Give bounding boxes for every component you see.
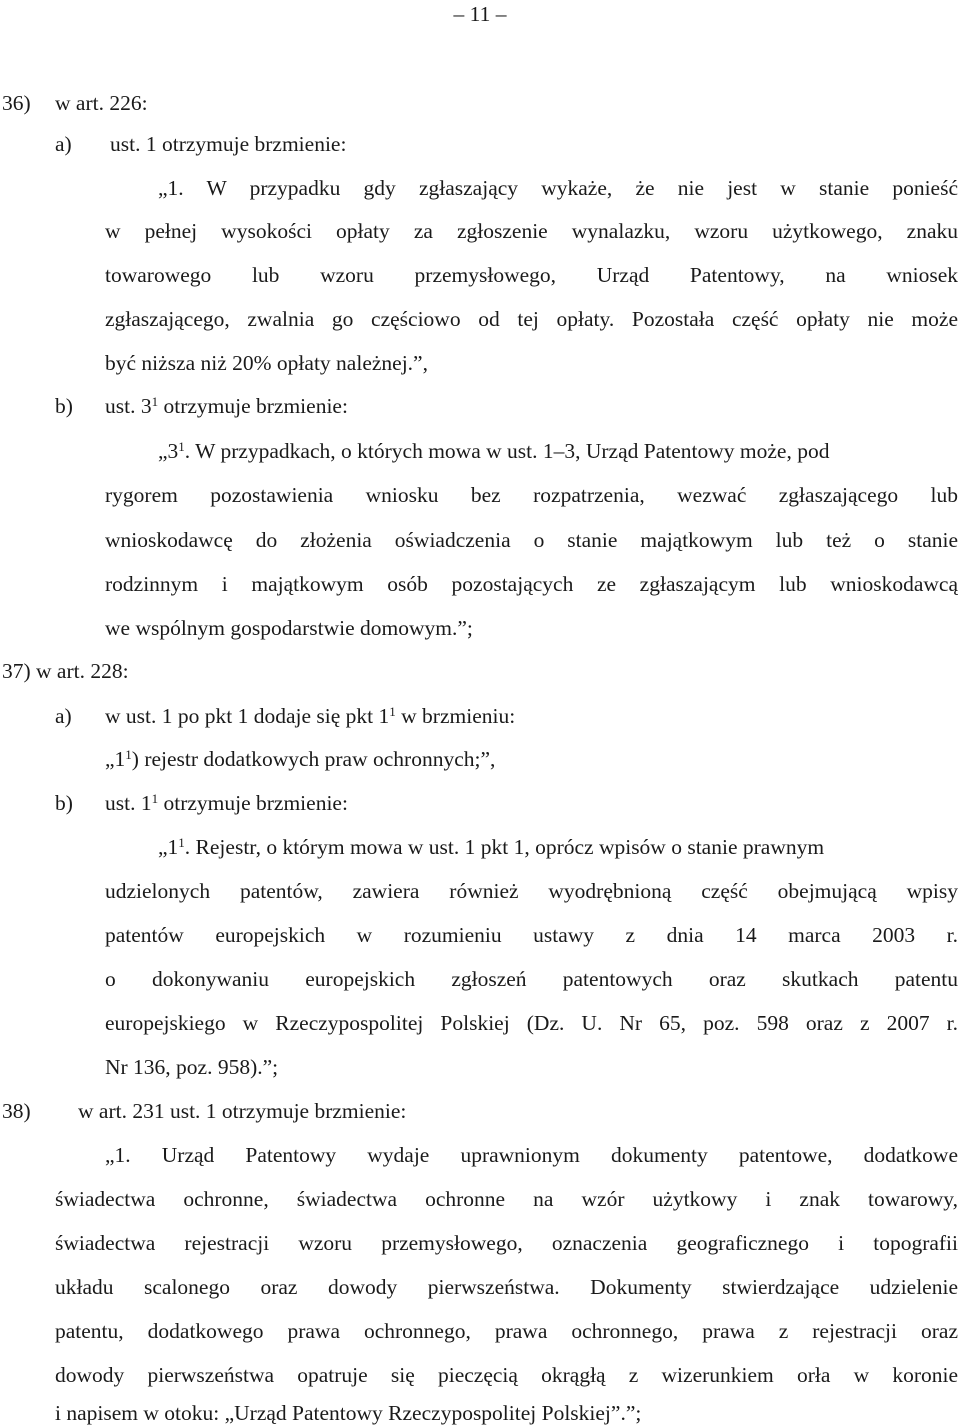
- paragraph-line: $„3^1$. W przypadkach, o których mowa w ust. 1–3, Urząd Patentowy może, pod: [158, 439, 830, 463]
- subitem-heading-b: ust. $3^1$ otrzymuje brzmienie:: [105, 394, 348, 418]
- paragraph-line: być niższa niż 20% opłaty należnej.”,: [105, 351, 428, 375]
- paragraph-line: świadectwa rejestracji wzoru przemysłowego, oznaczenia geograficznego i topografii: [55, 1231, 958, 1255]
- paragraph-line: rygorem pozostawienia wniosku bez rozpatrzenia, wezwać zgłaszającego lub: [105, 483, 958, 507]
- paragraph-line: udzielonych patentów, zawiera również wyodrębnioną część obejmującą wpisy: [105, 879, 958, 903]
- paragraph-line: o dokonywaniu europejskich zgłoszeń patentowych oraz skutkach patentu: [105, 967, 958, 991]
- paragraph-line: rodzinnym i majątkowym osób pozostających ze zgłaszającym lub wnioskodawcą: [105, 572, 958, 596]
- subitem-heading-a: ust. 1 otrzymuje brzmienie:: [110, 132, 347, 156]
- subitem-label-a: a): [55, 132, 72, 156]
- subitem-label-b: b): [55, 791, 73, 815]
- paragraph-line: „1. Urząd Patentowy wydaje uprawnionym dokumenty patentowe, dodatkowe: [105, 1143, 958, 1167]
- paragraph-line: układu scalonego oraz dowody pierwszeństwa. Dokumenty stwierdzające udzielenie: [55, 1275, 958, 1299]
- paragraph-line: „1. W przypadku gdy zgłaszający wykaże, że nie jest w stanie ponieść: [158, 176, 958, 200]
- item-heading-38: w art. 231 ust. 1 otrzymuje brzmienie:: [78, 1099, 407, 1123]
- item-heading-37: 37) w art. 228:: [2, 659, 129, 683]
- paragraph-line: świadectwa ochronne, świadectwa ochronne na wzór użytkowy i znak towarowy,: [55, 1187, 958, 1211]
- paragraph-line: we wspólnym gospodarstwie domowym.”;: [105, 616, 473, 640]
- paragraph-line: w pełnej wysokości opłaty za zgłoszenie wynalazku, wzoru użytkowego, znaku: [105, 219, 958, 243]
- paragraph-line: $„1^1$) rejestr dodatkowych praw ochronnych;”,: [105, 747, 496, 771]
- item-number-38: 38): [2, 1099, 31, 1123]
- paragraph-line: europejskiego w Rzeczypospolitej Polskiej (Dz. U. Nr 65, poz. 598 oraz z 2007 r.: [105, 1011, 958, 1035]
- paragraph-line: patentu, dodatkowego prawa ochronnego, prawa ochronnego, prawa z rejestracji oraz: [55, 1319, 958, 1343]
- item-number-36: 36): [2, 91, 31, 115]
- paragraph-line: wnioskodawcę do złożenia oświadczenia o stanie majątkowym lub też o stanie: [105, 528, 958, 552]
- paragraph-line: patentów europejskich w rozumieniu ustawy z dnia 14 marca 2003 r.: [105, 923, 958, 947]
- paragraph-line: $„1^1$. Rejestr, o którym mowa w ust. 1 pkt 1, oprócz wpisów o stanie prawnym: [158, 835, 825, 859]
- page-number: – 11 –: [453, 2, 507, 26]
- paragraph-line: zgłaszającego, zwalnia go częściowo od tej opłaty. Pozostała część opłaty nie może: [105, 307, 958, 331]
- subitem-heading-a: w ust. 1 po pkt 1 dodaje się pkt $1^1$ w brzmieniu:: [105, 704, 516, 728]
- paragraph-line: Nr 136, poz. 958).”;: [105, 1055, 279, 1079]
- paragraph-line: i napisem w otoku: „Urząd Patentowy Rzeczypospolitej Polskiej”.”;: [55, 1401, 642, 1425]
- paragraph-line: dowody pierwszeństwa opatruje się pieczęcią okrągłą z wizerunkiem orła w koronie: [55, 1363, 958, 1387]
- paragraph-line: towarowego lub wzoru przemysłowego, Urząd Patentowy, na wniosek: [105, 263, 958, 287]
- subitem-heading-b: ust. $1^1$ otrzymuje brzmienie:: [105, 791, 348, 815]
- subitem-label-b: b): [55, 394, 73, 418]
- subitem-label-a: a): [55, 704, 72, 728]
- item-heading-36: w art. 226:: [55, 91, 148, 115]
